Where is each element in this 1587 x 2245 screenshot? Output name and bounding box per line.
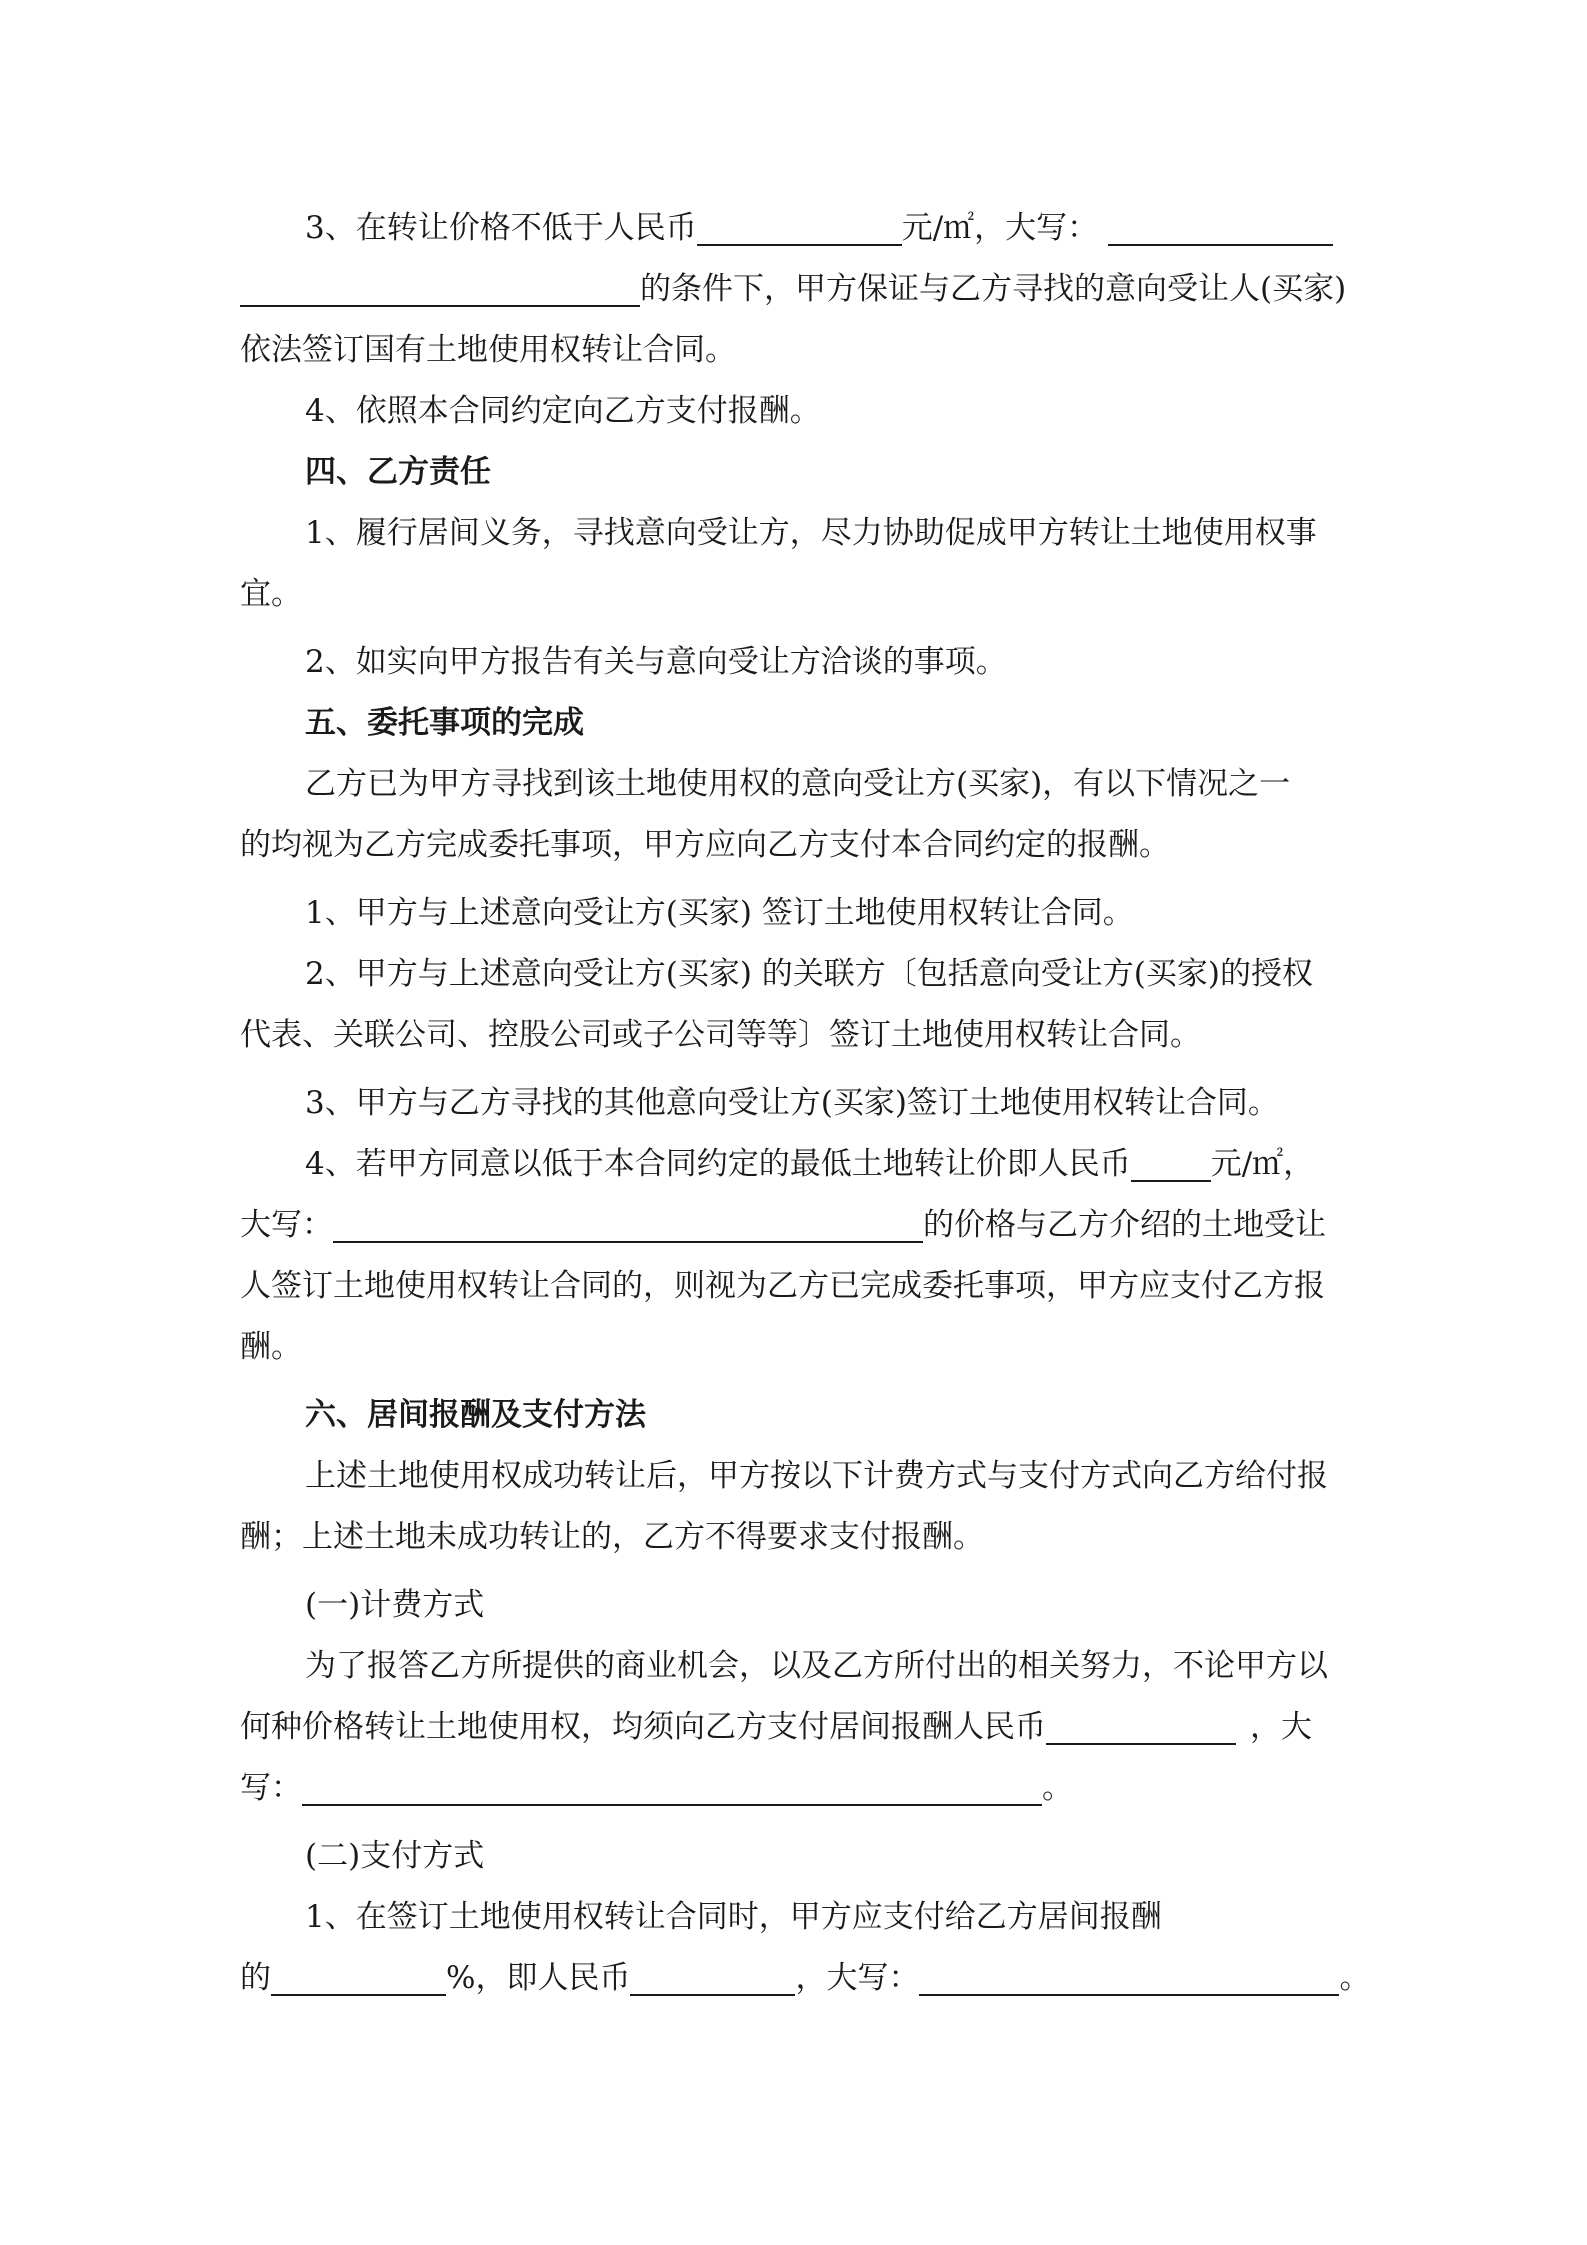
text-segment: 的条件下，甲方保证与乙方寻找的意向受让人(买家): [640, 271, 1347, 307]
fee-uppercase-blank[interactable]: [302, 1770, 1042, 1806]
duty-1-line-2: 宜。: [240, 576, 302, 612]
fee-method-line-1: 为了报答乙方所提供的商业机会，以及乙方所付出的相关努力，不论甲方以: [305, 1648, 1328, 1684]
completion-item-4-line-4: 酬。: [240, 1329, 302, 1365]
duty-2: 2、如实向甲方报告有关与意向受让方洽谈的事项。: [305, 644, 1007, 680]
completion-item-4-line-3: 人签订土地使用权转让合同的，则视为乙方已完成委托事项，甲方应支付乙方报: [240, 1268, 1325, 1304]
min-price-blank[interactable]: [1131, 1146, 1211, 1182]
fee-method-line-3: [240, 1757, 1350, 1819]
text-segment: 元/㎡，大写：: [901, 210, 1099, 246]
completion-item-3: 3、甲方与乙方寻找的其他意向受让方(买家)签订土地使用权转让合同。: [305, 1085, 1279, 1121]
min-price-uppercase-blank[interactable]: [333, 1207, 923, 1243]
section-heading-4: 四、乙方责任: [305, 454, 491, 490]
text-segment: 。: [1339, 1960, 1371, 1996]
text-segment: 。: [1042, 1770, 1073, 1806]
subheading-fee-method: (一)计费方式: [305, 1587, 485, 1623]
clause-3-line-2: [240, 258, 1350, 320]
completion-intro-line-1: 乙方已为甲方寻找到该土地使用权的意向受让方(买家)，有以下情况之一: [305, 766, 1291, 802]
clause-3-line-3: 依法签订国有土地使用权转让合同。: [240, 332, 736, 368]
text-segment: 的: [240, 1960, 271, 1996]
completion-intro-line-2: 的均视为乙方完成委托事项，甲方应向乙方支付本合同约定的报酬。: [240, 827, 1170, 863]
text-segment: 何种价格转让土地使用权，均须向乙方支付居间报酬人民币: [240, 1709, 1046, 1745]
fee-method-line-2: [240, 1696, 1350, 1758]
price-uppercase-blank[interactable]: [1108, 210, 1333, 246]
text-segment: 大写：: [240, 1207, 333, 1243]
duty-1-line-1: 1、履行居间义务，寻找意向受让方，尽力协助促成甲方转让土地使用权事: [305, 515, 1317, 551]
payment-amount-blank[interactable]: [630, 1960, 795, 1996]
text-segment: 3、在转让价格不低于人民币: [305, 210, 697, 246]
text-segment: ，大: [1250, 1709, 1312, 1745]
text-segment: %，即人民币: [446, 1960, 631, 1996]
fee-intro-line-2: 酬；上述土地未成功转让的，乙方不得要求支付报酬。: [240, 1519, 984, 1555]
payment-item-1-line-2: [240, 1947, 1371, 2009]
payment-item-1-line-1: 1、在签订土地使用权转让合同时，甲方应支付给乙方居间报酬: [305, 1899, 1162, 1935]
completion-item-2-line-2: 代表、关联公司、控股公司或子公司等等〕签订土地使用权转让合同。: [240, 1017, 1201, 1053]
payment-percent-blank[interactable]: [271, 1960, 446, 1996]
fee-intro-line-1: 上述土地使用权成功转让后，甲方按以下计费方式与支付方式向乙方给付报: [305, 1458, 1328, 1494]
clause-4: 4、依照本合同约定向乙方支付报酬。: [305, 393, 821, 429]
text-segment: 的价格与乙方介绍的土地受让: [923, 1207, 1326, 1243]
section-heading-5: 五、委托事项的完成: [305, 705, 584, 741]
text-segment: 写：: [240, 1770, 302, 1806]
text-segment: ，大写：: [795, 1960, 920, 1996]
fee-amount-blank[interactable]: [1046, 1709, 1236, 1745]
text-segment: 元/㎡，: [1210, 1146, 1315, 1182]
payment-uppercase-blank[interactable]: [919, 1960, 1339, 1996]
section-heading-6: 六、居间报酬及支付方法: [305, 1397, 646, 1433]
price-uppercase-blank-cont[interactable]: [240, 271, 640, 307]
completion-item-2-line-1: 2、甲方与上述意向受让方(买家) 的关联方〔包括意向受让方(买家)的授权: [305, 956, 1313, 992]
text-segment: 4、若甲方同意以低于本合同约定的最低土地转让价即人民币: [305, 1146, 1131, 1182]
completion-item-4-line-2: [240, 1194, 1350, 1256]
subheading-payment-method: (二)支付方式: [305, 1838, 485, 1874]
completion-item-4-line-1: [305, 1133, 1350, 1195]
price-blank[interactable]: [697, 210, 902, 246]
completion-item-1: 1、甲方与上述意向受让方(买家) 签订土地使用权转让合同。: [305, 895, 1134, 931]
clause-3-line-1: [305, 197, 1350, 259]
